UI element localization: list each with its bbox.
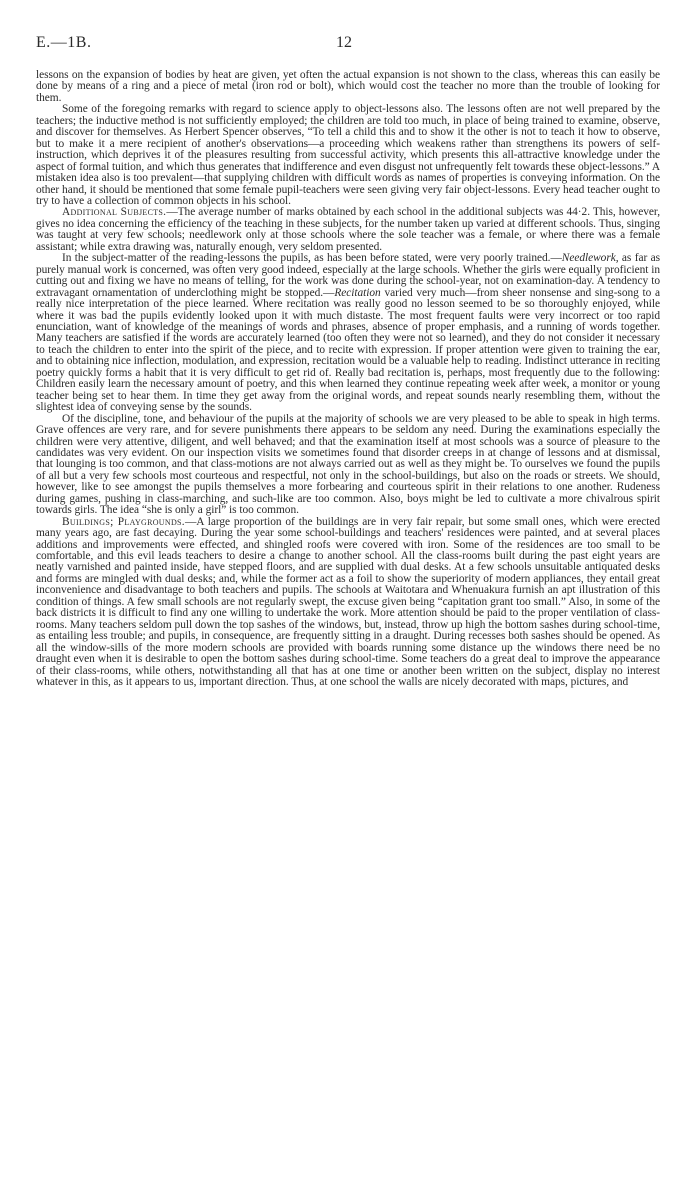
paragraph-buildings-playgrounds: Buildings; Playgrounds.—A large proportion of the buildings are in very fair repair, but some small ones, which were erected many years ago, are fast decaying. During the year some school-buildings and teachers' residences were painted, and at several places additions and improvements were effected, and shingled roofs were covered with iron. Some of the residences are too small to be comfortable, and this evil leads teachers to desire a change to another school. All the class-rooms built during the past eight years are neatly varnished and painted inside, have stepped floors, and are supplied with dual desks. At a few schools unsuitable antiquated desks and forms are mingled with dual desks; and, while the former act as a foil to show the superiority of modern appliances, they entail great inconvenience and disadvantage to both teachers and pupils. The schools at Waitotara and Whenuakura furnish an apt illustration of this condition of things. A few small schools are not regularly swept, the excuse given being “capitation grant too small.” Also, in some of the back districts it is difficult to find any one willing to undertake the work. More attention should be paid to the proper ventilation of class-rooms. Many teachers seldom pull down the top sashes of the windows, but, instead, throw up high the bottom sashes during school-time, as entailing less trouble; and pupils, in consequence, are frequently sitting in a draught. During recesses both sashes should be opened. As all the window-sills of the more modern schools are provided with boards running some distance up the windows there need be no draught even when it is desirable to open the bottom sashes during school-time. Some teachers do a great deal to improve the appearance of their class-rooms, while others, notwithstanding all that has at one time or another been written on the subject, display no interest whatever in this, as it appears to us, important direction. Thus, at one school the walls are nicely decorated with maps, pictures, and — [36, 515, 660, 689]
italic-term-recitation: Recitation — [334, 286, 381, 299]
document-page — [36, 34, 660, 688]
document-reference: E.—1B. — [36, 34, 92, 51]
italic-term-needlework: Needlework, — [561, 252, 619, 265]
paragraph-discipline: Of the discipline, tone, and behaviour of the pupils at the majority of schools we are very pleased to be able to speak in high terms. Grave offences are very rare, and for severe punishments there appears to be seldom any need. During the examinations especially the children were very attentive, diligent, and well behaved; and that the examination itself at most schools was a source of pleasure to the candidates was very evident. On our inspection visits we sometimes found that disorder creeps in at change of lessons and at dismissal, that lounging is too common, and that class-motions are not always carried out as well as they might be. To ourselves we found the pupils of all but a very few schools most courteous and respectful, not only in the school-buildings, but also on the roads or streets. We should, however, like to see amongst the pupils themselves a more forbearing and courteous spirit in their relations to one another. Rudeness during games, pushing in class-marching, and such-like are too common. Also, boys might be led to cultivate a more chivalrous spirit towards girls. The idea “she is only a girl” is too common. — [36, 412, 660, 517]
paragraph-expansion-continued: lessons on the expansion of bodies by heat are given, yet often the actual expansion is not shown to the class, whereas this can easily be done by means of a ring and a piece of metal (iron rod or bolt), which would cost the teacher no more than the trouble of looking for them. — [36, 69, 660, 104]
section-heading-buildings-playgrounds: Buildings; Playgrounds. — [62, 515, 185, 528]
page-header — [36, 34, 660, 58]
page-number: 12 — [336, 34, 352, 51]
paragraph-reading-needlework-recitation: In the subject-matter of the reading-lessons the pupils, as has been before stated, were very poorly trained.—Needlework, as far as purely manual work is concerned, was often very good indeed, especially at the large schools. Whether the girls were equally proficient in cutting out and fixing we have no means of telling, for the work was done during the school-year, not on examination-day. A tendency to extravagant ornamentation of underclothing might be stopped.—Recitation varied very much—from sheer nonsense and sing-song to a really nice interpretation of the piece learned. Where recitation was really good no lesson seemed to be so thoroughly enjoyed, while where it was bad the pupils evidently looked upon it with much distaste. The most frequent faults were very incorrect or too rapid enunciation, want of knowledge of the meanings of words and phrases, absence of proper emphasis, and a running of words together. Many teachers are satisfied if the words are accurately learned (too often they were not so learned), and they do not consider it necessary to teach the children to enter into the spirit of the piece, and to recite with expression. If proper attention were given to training the ear, and to obtaining nice inflection, modulation, and expression, recitation would be a valuable help to reading. Indistinct utterance in reciting poetry quickly forms a habit that it is very difficult to get rid of. Really bad recitation is, perhaps, most frequently due to the following: Children easily learn the necessary amount of poetry, and this when learned they continue repeating week after week, a monitor or young teacher being set to hear them. In time they get away from the original words, and repeat sounds nearly resembling them, without the slightest idea of conveying sense by the sounds. — [36, 252, 660, 414]
body-text — [36, 70, 660, 688]
section-heading-additional-subjects: Additional Subjects. — [62, 206, 167, 219]
paragraph-additional-subjects: Additional Subjects.—The average number of marks obtained by each school in the additional subjects was 44·2. This, however, gives no idea concerning the efficiency of the teaching in these subjects, for the number taken up varied at different schools. Thus, singing was taught at very few schools; needlework only at those schools where the sole teacher was a female, or where there was a female assistant; while extra drawing was, naturally enough, very seldom presented. — [36, 206, 660, 253]
paragraph-object-lessons: Some of the foregoing remarks with regard to science apply to object-lessons also. The lessons often are not well prepared by the teachers; the inductive method is not sufficiently employed; the children are told too much, in place of being trained to examine, observe, and discover for themselves. As Herbert Spencer observes, “To tell a child this and to show it the other is not to teach it how to observe, but to make it a mere recipient of another's observations—a proceeding which weakens rather than strengthens its powers of self-instruction, which deprives it of the pleasures resulting from successful activity, which presents this all-attractive knowledge under the aspect of formal tuition, and which thus generates that indifference and even disgust not unfrequently felt towards these object-lessons.” A mistaken idea also is too prevalent—that supplying children with difficult words as names of properties is conveying information. On the other hand, it should be mentioned that some female pupil-teachers were seen giving very fair object-lessons. Every head teacher ought to try to have a collection of common objects in his school. — [36, 103, 660, 207]
